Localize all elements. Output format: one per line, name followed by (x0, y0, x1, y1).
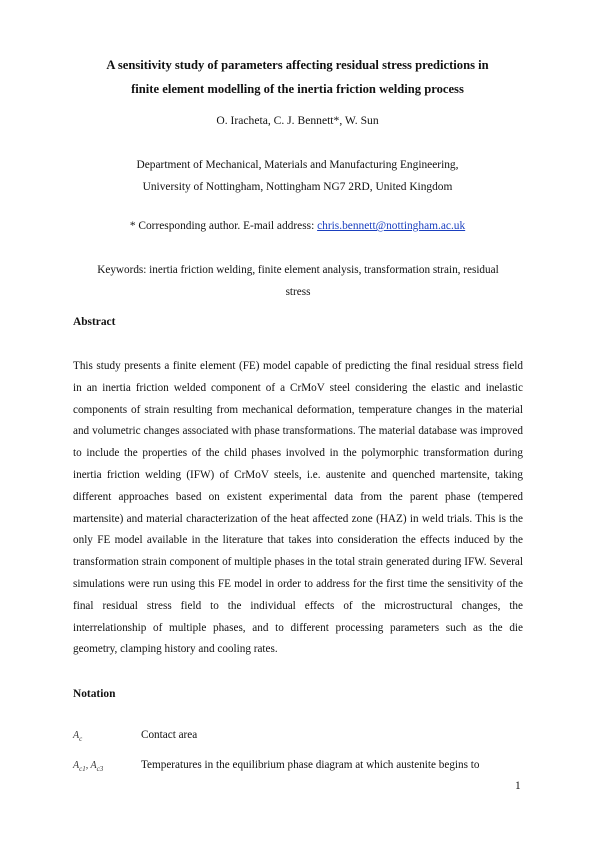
title-line-2: finite element modelling of the inertia friction welding process (131, 82, 464, 96)
notation-row (73, 727, 523, 747)
abstract-heading: Abstract (73, 316, 116, 328)
notation-description: Contact area (141, 729, 198, 741)
corresponding-email-link[interactable]: chris.bennett@nottingham.ac.uk (317, 220, 466, 232)
notation-symbol: $A_{c1}$, $A_{c3}$ (73, 760, 104, 773)
corresponding-prefix: * Corresponding author. E-mail address: (129, 220, 318, 232)
keywords (78, 259, 518, 303)
abstract-body: This study presents a finite element (FE) model capable of predicting the final residual stress field in an inertia friction welded component of a CrMoV steel considering the elastic and inelastic components of strain resulting from mechanical deformation, temperature changes in the material and volumetric changes associated with phase transformations. The material database was improved to include the properties of the child phases involved in the polymorphic transformation during inertia friction welding (IFW) of CrMoV steels, i.e. austenite and quenched martensite, taking different approaches based on existent experimental data from the parent phase (tempered martensite) and material characterization of the heat affected zone (HAZ) in weld trials. This is the only FE model available in the literature that takes into consideration the effects induced by the transformation strain component of multiple phases in the total strain generated during IFW. Several simulations were run using this FE model in order to address for the first time the sensitivity of the final residual stress field to the individual effects of the microstructural changes, the interrelationship of multiple phases, and to different processing parameters such as the die geometry, clamping history and cooling rates. (73, 360, 523, 656)
corresponding-author (0, 218, 595, 234)
notation-symbol: $A_c$ (73, 730, 83, 743)
keywords-line-2: stress (285, 286, 311, 298)
notation-list (73, 727, 523, 787)
notation-row (73, 757, 523, 777)
affiliation-line-1: Department of Mechanical, Materials and Manufacturing Engineering, (136, 159, 459, 171)
affiliation (0, 154, 595, 198)
affiliation-line-2: University of Nottingham, Nottingham NG7 2RD, United Kingdom (142, 181, 453, 193)
page-number: 1 (515, 780, 521, 792)
title-line-1: A sensitivity study of parameters affecting residual stress predictions in (106, 58, 489, 72)
notation-heading: Notation (73, 688, 116, 700)
keywords-line-1: Keywords: inertia friction welding, finite element analysis, transformation strain, residual (97, 264, 499, 276)
author-list: O. Iracheta, C. J. Bennett*, W. Sun (216, 114, 379, 127)
paper-title (60, 53, 535, 101)
notation-description: Temperatures in the equilibrium phase diagram at which austenite begins to (141, 759, 480, 771)
